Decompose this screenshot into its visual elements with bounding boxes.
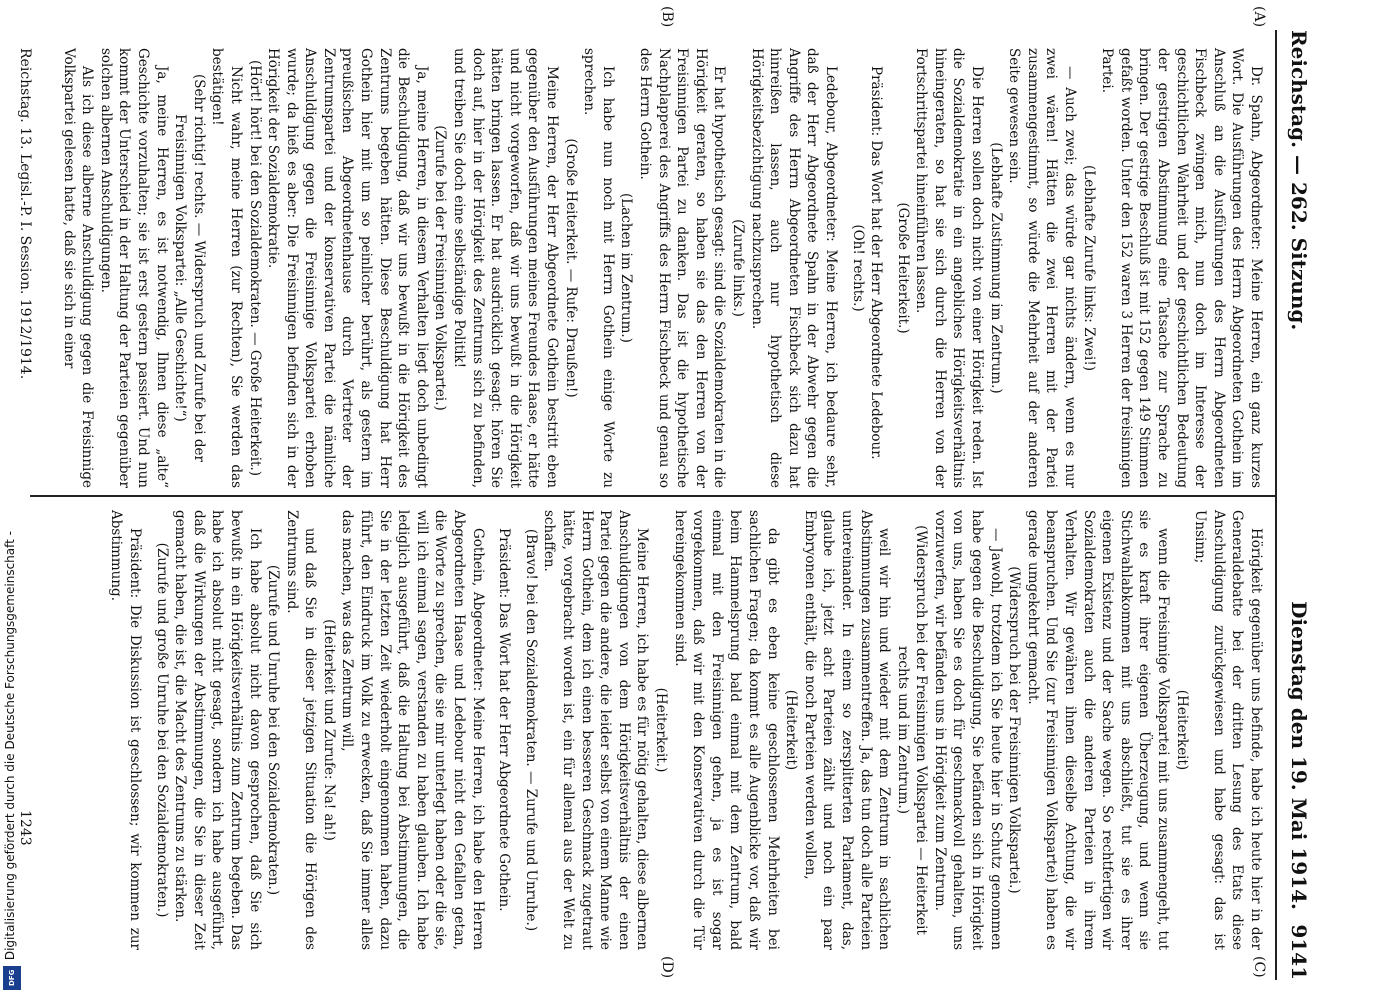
left-column-stage-direction: (Sehr richtig! rechts. — Widerspruch und Zurufe bei der Freisinnigen Volkspartei: „Alle Geschichte!“): [172, 74, 207, 462]
left-column-stage-direction: (Große Heiterkeit. — Rufe: Draußen!): [562, 138, 579, 398]
header-page-number: 9141: [1287, 924, 1311, 980]
left-column-paragraph: — Auch zwei; das würde gar nichts ändern, wenn es nur zwei wären! Hätten die zwei Herren mit der Partei zusammengestimmt, so würde die Mehrheit auf der anderen Seite gewesen sein.: [1006, 48, 1079, 488]
left-column-paragraph: Als ich diese alberne Anschuldigung gegen die Freisinnige Volkspartei gelesen hatte, daß sie sich in einer: [60, 48, 96, 488]
credit-text: Digitalisierung gefördert durch die Deutsche Forschungsgemeinschaft -: [3, 530, 17, 960]
left-column-paragraph: Meine Herren, der Herr Abgeordnete Gothein bestritt eben gegenüber den Ausführungen meines Freundes Haase, er hätte und nicht vorgeworfen, daß wir uns bewußt in die Hörigkeit hätten bringen lassen. Er hat ausdrücklich gesagt: hören Sie doch auf, hier in der Hörigkeit des Zentrums sich zu befinden, und treiben Sie doch eine selbständige Politik!: [451, 48, 561, 488]
left-column-paragraph: Ledebour, Abgeordneter: Meine Herren, ich bedaure sehr, daß der Herr Abgeordnete Spahn in der Abwehr gegen die Angriffe des Herrn Abgeordneten Fischbeck sich dazu hat hinreißen lassen, auch nur hypothetisch diese Hörigkeitsbezichtigung nachzusprechen.: [748, 48, 839, 488]
digitization-credit: [3, 5, 21, 990]
right-column-stage-direction: (Widerspruch bei der Freisinnigen Volkspartei — Heiterkeit rechts und im Zentrum.): [894, 525, 930, 935]
left-column-paragraph: Die Herren sollen doch nicht von einer Hörigkeit reden. Ist die Sozialdemokratie in ein angebliches Hörigkeitsverhältnis hineingeraten, so hat sie sich durch die Herren von der Fortschrittspartei hineinführen lassen.: [913, 48, 986, 488]
left-column-paragraph: Er hat hypothetisch gesagt: sind die Sozialdemokraten in die Hörigkeit geraten, so haben sie das den Herren von der Freisinnigen Partei zu danken. Das ist die hypothetische Nachplapperei des Angriffs des Herrn Fischbeck und genau so des Herrn Gothein.: [637, 48, 728, 488]
left-column-stage-direction: (Oh! rechts.): [849, 224, 866, 312]
marker-b: (B): [659, 6, 675, 28]
header-rule: [1275, 30, 1277, 980]
right-column-paragraph: Gothein, Abgeordneter: Meine Herren, ich habe den Herren Abgeordneten Haase und Ledebour nicht den Gefallen getan, die Worte zu sprechen, die sie mir unterlegt haben oder die sie, will ich einmal sagen, verstanden zu haben glauben. Ich habe lediglich ausgeführt, daß die Haltung bei Abstimmungen, die Sie in der letzten Zeit wiederholt eingenommen haben, dazu führt, den Eindruck im Volk zu erwecken, daß Sie immer alles das machen, was das Zentrum will,: [339, 510, 486, 950]
right-column-stage-direction: (Widerspruch bei der Freisinnigen Volkspartei.): [1006, 566, 1023, 894]
header-right: Dienstag den 19. Mai 1914.: [1287, 601, 1311, 910]
right-column-paragraph: Hörigkeit gegenüber uns befinde, habe ich heute hier in der Generaldebatte bei der dritten Lesung des Etats diese Anschuldigung zurückgewiesen und habe gesagt: das ist Unsinn;: [1192, 510, 1264, 950]
page-header: [1275, 30, 1315, 980]
dfg-logo: DFG: [3, 966, 21, 990]
left-column-stage-direction: (Hört! hört! bei den Sozialdemokraten. — Große Heiterkeit.): [246, 59, 263, 476]
left-column-paragraph: Präsident: Das Wort hat der Herr Abgeordnete Ledebour.: [868, 66, 885, 460]
left-column-paragraph: Ja, meine Herren, es ist notwendig, Ihnen diese „alte“ Geschichte vorzuhalten; sie ist erst gestern passiert. Und nun kommt der Unterschied in der Haltung der Parteien gegenüber solchen albernen Anschuldigungen.: [97, 48, 170, 488]
right-column-stage-direction: (Heiterkeit und Zurufe: Na! ah!): [320, 619, 337, 841]
left-column-paragraph: Nicht wahr, meine Herren (zur Rechten), Sie werden das bestätigen!: [209, 48, 244, 488]
right-column-paragraph: da gibt es eben keine geschlossenen Mehrheiten bei sachlichen Fragen; da kommt es alle Augenblicke vor, daß wir beim Hammelsprung bald einmal mit dem Zentrum, bald einmal mit den Freisinnigen gehen, ja es ist sogar vorgekommen, daß wir mit den Konservativen durch die Tür hereingekommen sind.: [671, 510, 781, 950]
left-column-stage-direction: (Große Heiterkeit.): [894, 202, 911, 334]
right-column-paragraph: Präsident: Das Wort hat der Herr Abgeordnete Gothein.: [496, 528, 513, 912]
right-column-stage-direction: (Heiterkeit.): [653, 687, 669, 773]
right-column-stage-direction: (Zurufe und Unruhe bei den Sozialdemokraten.): [265, 564, 282, 896]
left-column-stage-direction: (Zurufe links.): [729, 219, 746, 317]
right-column-stage-direction: (Heiterkeit): [783, 689, 800, 771]
rotated-document-page: [10, 0, 1315, 1000]
footer-page-number: 1243: [17, 810, 33, 846]
right-column-paragraph: weil wir hin und wieder mit dem Zentrum in sachlichen Abstimmungen zusammentreffen. Ja, das tun doch alle Parteien untereinander. In einem so zersplitterten Parlament, das, glaube ich, jetzt acht Parteien zählt und noch ein paar Embryonen enthält, die noch Parteien werden wollen,: [801, 510, 893, 950]
right-column-stage-direction: (Bravo! bei den Sozialdemokraten. — Zurufe und Unruhe.): [522, 528, 539, 932]
left-column-stage-direction: (Lebhafte Zurufe links: Zwei!): [1080, 164, 1097, 372]
left-column-paragraph: Ja, meine Herren, in diesem Verhalten liegt doch unbedingt die Beschuldigung, daß wir uns bewußt in die Hörigkeit des Zentrums begeben hätten. Diese Beschuldigung hat Herr Gothein hier mit um so peinlicher berührt, als gestern im preußischen Abgeordnetenhause durch Vertreter der Zentrumspartei und der konservativen Partei die nämliche Anschuldigung gegen die Freisinnige Volkspartei erhoben wurde; da hieß es aber: Die Freisinnigen befinden sich in der Hörigkeit der Sozialdemokratie.: [265, 48, 430, 488]
right-column-paragraph: Ich habe absolut nicht davon gesprochen, daß Sie sich bewußt in ein Hörigkeitsverhältnis zum Zentrum begeben. Das habe ich absolut nicht gesagt, sondern ich habe ausgeführt, daß die Wirkungen der Abstimmungen, die Sie in dieser Zeit gemacht haben, die ist, die Macht des Zentrums zu stärken.: [172, 510, 263, 950]
right-column-paragraph: und daß Sie in dieser jetzigen Situation die Hörigen des Zentrums sind.: [283, 510, 319, 950]
right-column-paragraph: Präsident: Die Diskussion ist geschlossen; wir kommen zur Abstimmung.: [108, 510, 143, 950]
marker-d: (D): [659, 956, 675, 979]
footer-citation: Reichstag. 13. Legisl.-P. I. Session. 1912/1914.: [17, 48, 33, 380]
right-column-paragraph: Meine Herren, ich habe es für nötig gehalten, diese albernen Anschuldigungen von dem Hörigkeitsverhältnis der einen Partei gegen die andere, die leider selbst von einem Manne wie Herrn Gothein, dem ich einen besseren Geschmack zugetraut hätte, vorgebracht worden ist, ein für allemal aus der Welt zu schaffen.: [541, 510, 651, 950]
marker-a: (A): [1251, 6, 1267, 28]
left-column-stage-direction: (Lachen im Zentrum.): [618, 193, 635, 343]
right-column-stage-direction: (Zurufe und große Unruhe bei den Sozialdemokraten.): [153, 542, 170, 918]
right-column-paragraph: wenn die Freisinnige Volkspartei mit uns zusammengeht, tut sie es kraft ihrer eigenen Überzeugung, und wenn sie Stichwahlabkommen mit uns abschließt, tut sie es ihrer eigenen Existenz und der Sache wegen. So rechtfertigen wir Sozialdemokraten auch die anderen Parteien in ihrem Verhalten. Wir gewähren ihnen dieselbe Achtung, die wir beanspruchen. Und Sie (zur Freisinnigen Volkspartei) haben es gerade umgekehrt gemacht.: [1024, 510, 1172, 950]
left-column-paragraph: Dr. Spahn, Abgeordneter: Meine Herren, ein ganz kurzes Wort. Die Ausführungen des Herrn Abgeordneten Gothein im Anschluß an die Ausführungen des Herrn Abgeordneten Fischbeck zwingen mich, nun doch im Interesse der geschichtlichen Wahrheit und der geschichtlichen Bedeutung der gestrigen Abstimmung eine Tatsache zur Sprache zu bringen. Der gestrige Beschluß ist mit 152 gegen 149 Stimmen gefaßt worden. Unter den 152 waren 3 Herren der freisinnigen Partei.: [1099, 48, 1264, 488]
right-column-paragraph: — Jawohl, trotzdem ich Sie heute hier in Schutz genommen habe gegen die Beschuldigung, Sie befänden sich in Hörigkeit von uns, haben Sie es doch für geschmackvoll gehalten, uns vorzuwerfen, wir befänden uns in Hörigkeit zum Zentrum.: [931, 510, 1004, 950]
column-divider: [30, 495, 1275, 497]
left-column-stage-direction: (Lebhafte Zustimmung im Zentrum.): [987, 142, 1004, 394]
right-column-stage-direction: (Heiterkeit): [1173, 689, 1190, 771]
marker-c: (C): [1251, 956, 1267, 978]
left-column: [59, 48, 1265, 488]
left-column-paragraph: Ich habe nun noch mit Herrn Gothein einige Worte zu sprechen.: [581, 48, 616, 488]
header-left: Reichstag. — 262. Sitzung.: [1287, 30, 1311, 331]
left-column-stage-direction: (Zurufe bei der Freisinnigen Volkspartei.): [432, 125, 449, 411]
right-column: [107, 510, 1265, 950]
